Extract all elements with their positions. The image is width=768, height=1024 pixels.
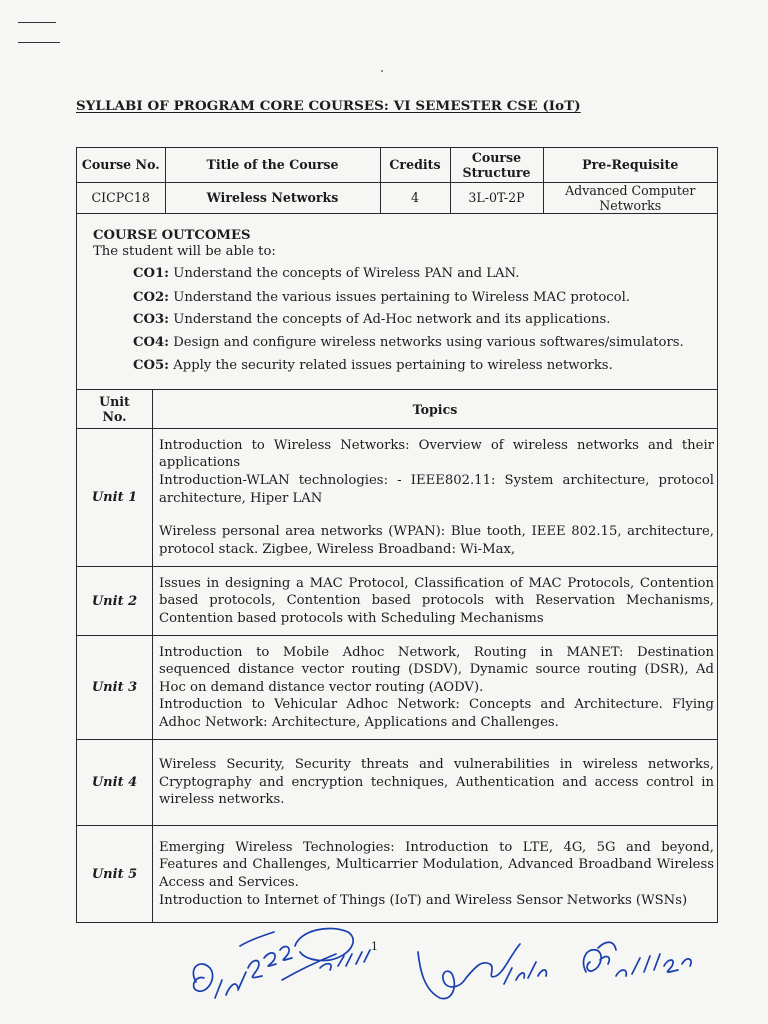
header-prerequisite: Pre-Requisite <box>543 148 717 182</box>
outcome-code: CO1: <box>133 266 170 281</box>
unit-label: Unit 3 <box>77 636 153 739</box>
topic-paragraph: Introduction to Vehicular Adhoc Network: Concepts and Architecture. Flying Adhoc Network: Architecture, Applications and Challenges. <box>159 697 714 730</box>
topic-paragraph: Introduction to Internet of Things (IoT) and Wireless Sensor Networks (WSNs) <box>159 892 688 908</box>
outcome-code: CO4: <box>133 335 170 350</box>
outcome-text: Understand the concepts of Ad-Hoc network and its applications. <box>169 312 611 327</box>
signature-1 <box>193 932 292 998</box>
signature-3 <box>418 944 546 999</box>
header-title: Title of the Course <box>165 148 380 182</box>
topic-paragraph: Introduction to Mobile Adhoc Network, Routing in MANET: Destination sequenced distance vector routing (DSDV), Dynamic source routing (DSR), Ad Hoc on demand distance vector routing (AODV). <box>159 644 714 695</box>
topic-paragraph: Emerging Wireless Technologies: Introduction to LTE, 4G, 5G and beyond, Features and Challenges, Multicarrier Modulation, Advanced Broadband Wireless Access and Services. <box>159 839 714 890</box>
topic-paragraph: Introduction to Wireless Networks: Overview of wireless networks and their applications <box>159 437 714 471</box>
prereq-line1: Advanced Computer <box>565 182 696 198</box>
header-topics: Topics <box>412 402 458 417</box>
course-title: Wireless Networks <box>165 182 380 213</box>
signature-4 <box>584 942 691 976</box>
page-number: 1 <box>371 940 378 953</box>
header-unit-line1: Unit <box>99 394 130 409</box>
header-structure-line2: Structure <box>462 164 531 180</box>
signature-2 <box>282 928 370 980</box>
outcomes-intro: The student will be able to: <box>93 244 276 259</box>
prereq-line2: Networks <box>599 197 662 213</box>
outcome-text: Design and configure wireless networks using various softwares/simulators. <box>169 335 684 350</box>
header-unit-line2: No. <box>102 409 127 424</box>
unit-label: Unit 5 <box>77 826 153 922</box>
unit-label: Unit 1 <box>77 429 153 566</box>
header-structure-line1: Course <box>471 149 522 165</box>
course-credits: 4 <box>380 182 450 213</box>
course-number: CICPC18 <box>77 182 165 213</box>
outcome-code: CO5: <box>133 358 170 373</box>
outcome-text: Apply the security related issues pertaining to wireless networks. <box>169 358 613 373</box>
course-structure: 3L-0T-2P <box>450 182 543 213</box>
page-heading: SYLLABI OF PROGRAM CORE COURSES: VI SEMESTER CSE (IoT) <box>76 98 581 114</box>
outcome-text: Understand the concepts of Wireless PAN and LAN. <box>169 266 520 281</box>
outcome-code: CO3: <box>133 312 170 327</box>
outcome-text: Understand the various issues pertaining to Wireless MAC protocol. <box>169 290 631 305</box>
topic-paragraph: Wireless Security, Security threats and vulnerabilities in wireless networks, Cryptography and encryption techniques, Authentication and access control in wireless networks. <box>159 757 714 808</box>
topic-paragraph: Wireless personal area networks (WPAN): Blue tooth, IEEE 802.15, architecture, protocol stack. Zigbee, Wireless Broadband: Wi-Max, <box>159 524 714 557</box>
unit-label: Unit 4 <box>77 740 153 825</box>
header-course-no: Course No. <box>77 148 165 182</box>
outcomes-title: COURSE OUTCOMES <box>93 228 251 243</box>
outcome-code: CO2: <box>133 290 170 305</box>
unit-label: Unit 2 <box>77 567 153 635</box>
header-credits: Credits <box>380 148 450 182</box>
topic-paragraph: Issues in designing a MAC Protocol, Classification of MAC Protocols, Contention based protocols, Contention based protocols with Reservation Mechanisms, Contention based protocols with Scheduling Mechanisms <box>159 575 714 626</box>
topic-paragraph: Introduction-WLAN technologies: - IEEE802.11: System architecture, protocol architecture, Hiper LAN <box>159 472 714 506</box>
